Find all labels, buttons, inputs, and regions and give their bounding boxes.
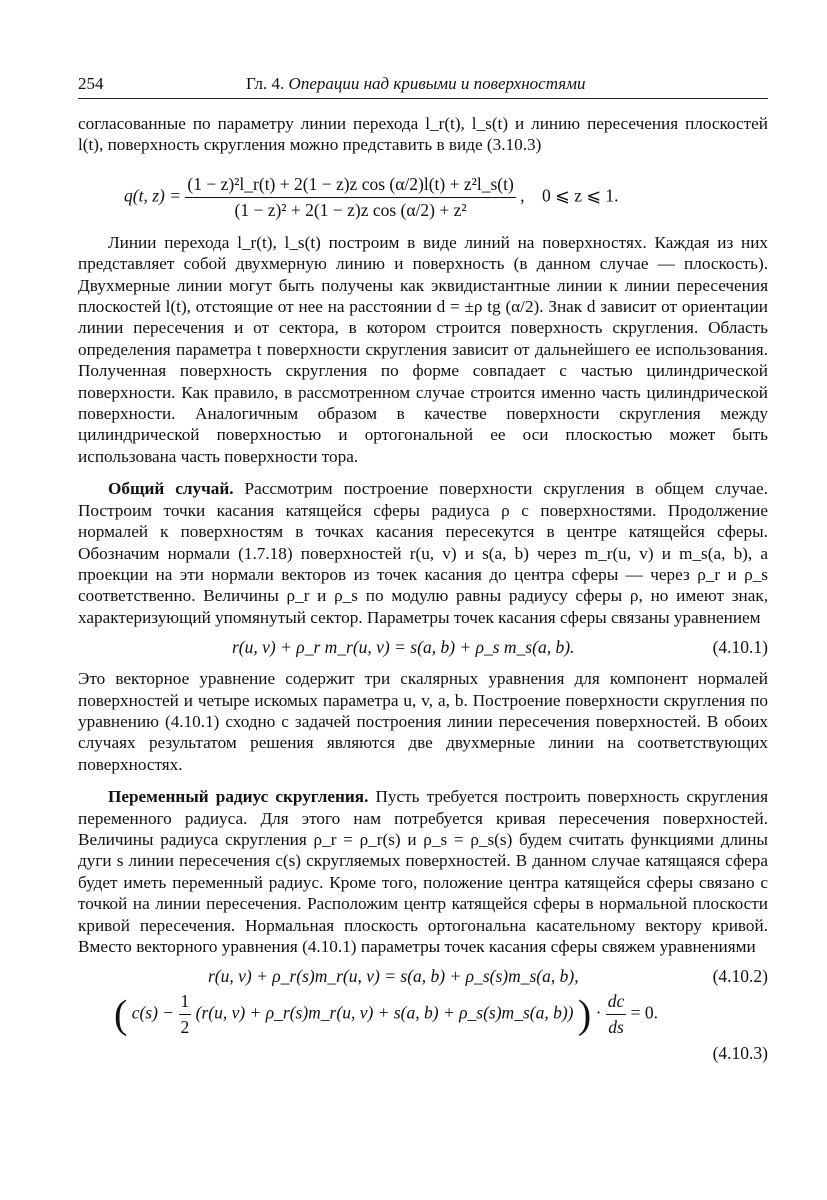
eq4-open-paren: ( <box>114 991 128 1037</box>
eq1-fraction <box>185 174 515 221</box>
eq4-deriv-num: dc <box>606 991 627 1015</box>
eq4-derivative <box>606 991 627 1038</box>
paragraph-vector-equation: Это векторное уравнение содержит три скалярных уравнения для компонент нормалей поверхностей и четыре искомых параметра u, v, a, b. Построение поверхности скругления по уравнению (4.10.1) сходно с задачей построения линии пересечения поверхностей. В обоих случаях результатом решения являются две двухмерные линии на соответствующих поверхностях. <box>78 669 768 774</box>
eq1-lhs: q(t, z) = <box>124 185 182 206</box>
general-case-text: Рассмотрим построение поверхности скругления в общем случае. Построим точки касания катящейся сферы радиуса ρ с поверхностями. Продолжение нормалей к поверхностям в точках касания пересекутся в центре катящейся сферы. Обозначим нормали (1.7.18) поверхностей r(u, v) и s(a, b) через m_r(u, v) и m_s(a, b), а проекции на эти нормали векторов из точек касания до центра сферы — через ρ_r и ρ_s соответственно. Величины ρ_r и ρ_s по модулю равны радиусу сферы ρ, но имеют знак, характеризующий упомянутый сектор. Параметры точек касания сферы связаны уравнением <box>78 479 768 627</box>
variable-radius-heading: Переменный радиус скругления. <box>108 787 369 807</box>
eq4-rhs: = 0. <box>630 1002 659 1023</box>
eq3-number: (4.10.2) <box>712 966 768 987</box>
eq4-half-num: 1 <box>179 991 192 1015</box>
eq1-denominator: (1 − z)² + 2(1 − z)z cos (α/2) + z² <box>234 199 467 220</box>
paragraph-general-case <box>78 478 768 628</box>
equation-4-10-1 <box>78 628 768 668</box>
eq4-half <box>179 991 192 1038</box>
paragraph-transition-lines: Линии перехода l_r(t), l_s(t) построим в виде линий на поверхностях. Каждая из них представляет собой двухмерную линию и поверхность (в данном случае — плоскость). Двухмерные линии могут быть получены как эквидистантные линии к линии пересечения плоскостей l(t), отстоящие от нее на расстоянии d = ±ρ tg (α/2). Знак d зависит от ориентации линии пересечения и от сектора, в котором строится поверхность скругления. Область определения параметра t поверхности скругления зависит от дальнейшего ее использования. Полученная поверхность скругления по форме совпадает с частью цилиндрической поверхности. Как правило, в рассмотренном случае строится именно часть цилиндрической поверхности. Аналогичным образом в качестве поверхности скругления между цилиндрической поверхностью и ортогональной ее оси плоскостью может быть использована часть поверхности тора. <box>78 232 768 466</box>
eq2-expression: r(u, v) + ρ_r m_r(u, v) = s(a, b) + ρ_s m_s(a, b). <box>232 637 575 658</box>
paragraph-intro: согласованные по параметру линии перехода l_r(t), l_s(t) и линию пересечения плоскостей l(t), поверхность скругления можно представить в виде (3.10.3) <box>78 114 768 155</box>
eq4-half-den: 2 <box>180 1017 190 1038</box>
eq4-close-paren: ) <box>577 991 592 1037</box>
general-case-heading: Общий случай. <box>108 479 234 499</box>
eq1-condition: , 0 ⩽ z ⩽ 1. <box>520 185 619 206</box>
eq3-expression: r(u, v) + ρ_r(s)m_r(u, v) = s(a, b) + ρ_s(s)m_s(a, b), <box>208 966 579 987</box>
page-number: 254 <box>78 74 104 93</box>
eq4-number: (4.10.3) <box>712 1043 768 1064</box>
running-header <box>78 72 768 99</box>
chapter-title: Операции над кривыми и поверхностями <box>288 74 586 93</box>
paragraph-variable-radius <box>78 786 768 957</box>
equation-fillet-surface <box>78 160 768 232</box>
chapter-heading <box>246 74 585 94</box>
variable-radius-text: Пусть требуется построить поверхность скругления переменного радиуса. Для этого нам потребуется кривая пересечения поверхностей. Величины радиуса скругления ρ_r = ρ_r(s) и ρ_s = ρ_s(s) будем считать функциями длины дуги s линии пересечения c(s) скругляемых поверхностей. В данном случае катящаяся сфера будет иметь переменный радиус. Кроме того, положение центра катящейся сферы связано с точкой на линии пересечения. Расположим центр катящейся сферы в нормальной плоскости кривой пересечения. Нормальная плоскость ортогональна касательному вектору кривой. Вместо векторного уравнения (4.10.1) параметры точек касания сферы свяжем уравнениями <box>78 787 768 956</box>
equation-4-10-3 <box>78 991 768 1071</box>
chapter-label: Гл. 4. <box>246 74 285 93</box>
page <box>78 72 768 1071</box>
eq2-number: (4.10.1) <box>712 637 768 658</box>
eq4-deriv-den: ds <box>608 1017 624 1038</box>
equation-4-10-2 <box>78 961 768 991</box>
eq4-dot: · <box>595 1002 602 1023</box>
eq4-part-a: c(s) − <box>131 1002 175 1023</box>
eq4-part-b: (r(u, v) + ρ_r(s)m_r(u, v) + s(a, b) + ρ_s(s)m_s(a, b)) <box>195 1002 574 1023</box>
eq1-numerator: (1 − z)²l_r(t) + 2(1 − z)z cos (α/2)l(t) + z²l_s(t) <box>185 174 515 198</box>
